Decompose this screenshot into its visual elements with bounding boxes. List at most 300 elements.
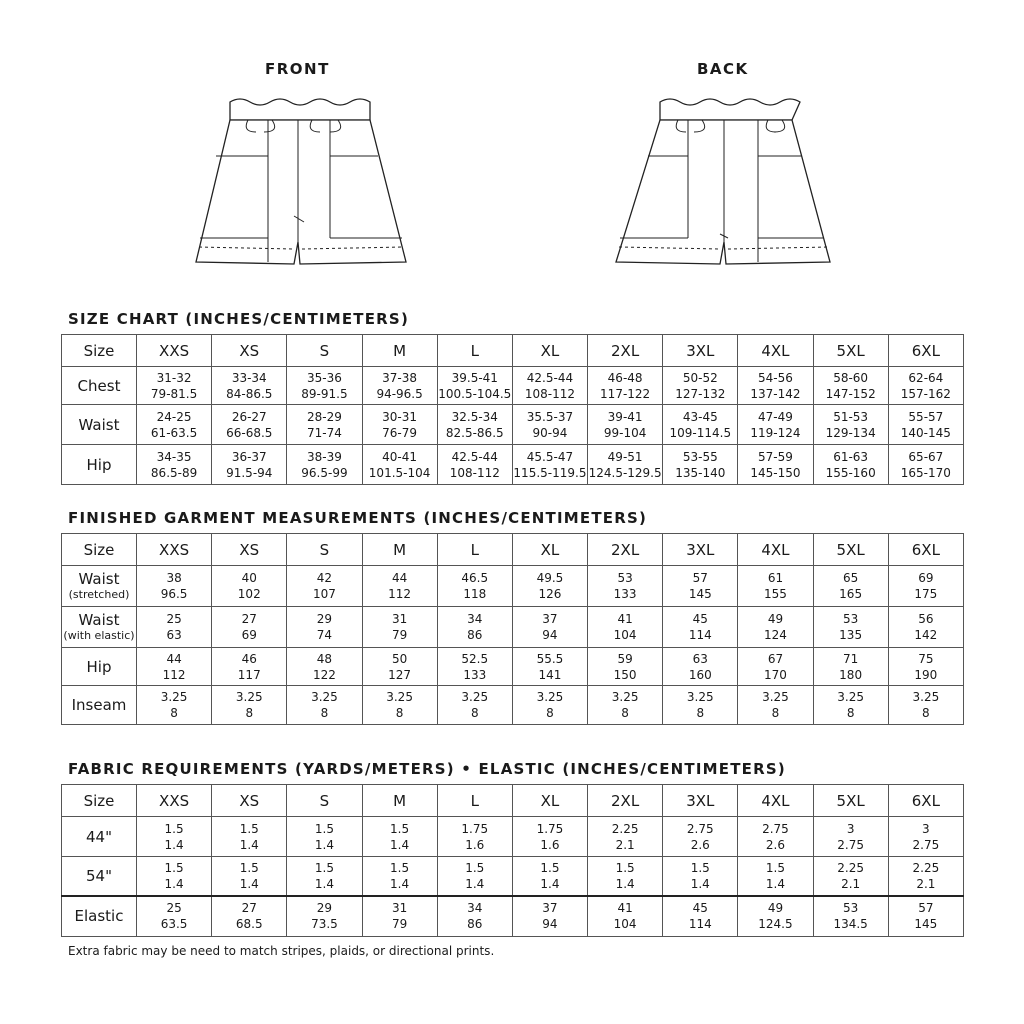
value-inches: 62-64 (908, 370, 944, 385)
value-inches: 39-41 (607, 409, 643, 424)
table-cell (888, 896, 963, 937)
table-cell (137, 607, 212, 648)
table-cell (738, 566, 813, 607)
value-inches: 32.5-34 (451, 409, 498, 424)
table-cell (287, 405, 362, 445)
value-inches: 49-51 (607, 449, 643, 464)
value-inches: 49.5 (536, 571, 564, 585)
size-header-m: M (362, 785, 437, 817)
value-metric: 124.5-129.5 (588, 465, 662, 480)
value-inches: 42 (316, 571, 333, 585)
value-metric: 8 (245, 706, 254, 720)
table-cell (813, 566, 888, 607)
size-header-xl: XL (512, 335, 587, 367)
table-cell (588, 896, 663, 937)
table-cell (738, 686, 813, 725)
value-metric: 8 (170, 706, 178, 720)
table-cell (888, 566, 963, 607)
value-inches: 35.5-37 (526, 409, 574, 424)
value-inches: 59 (617, 651, 633, 666)
value-inches: 2.25 (611, 821, 639, 836)
table-cell (888, 648, 963, 686)
value-inches: 43-45 (682, 409, 718, 424)
table-cell (888, 817, 963, 857)
value-metric: 124 (764, 628, 787, 642)
table-cell (137, 686, 212, 725)
size-header-m: M (362, 335, 437, 367)
table-cell (212, 405, 287, 445)
value-inches: 57-59 (758, 449, 793, 464)
row-label (62, 566, 137, 607)
value-metric: 1.4 (615, 876, 635, 891)
value-metric: 165 (839, 587, 863, 601)
table-cell (362, 445, 437, 485)
table-cell (362, 367, 437, 405)
size-header-xs: XS (212, 785, 287, 817)
table-cell (663, 896, 738, 937)
value-inches: 1.5 (314, 860, 334, 875)
table-cell (437, 445, 512, 485)
size-header-xxs: XXS (137, 785, 212, 817)
value-inches: 3.25 (160, 690, 188, 704)
value-inches: 46 (241, 651, 257, 666)
table-row (62, 686, 964, 725)
table-cell (588, 566, 663, 607)
table-cell (588, 367, 663, 405)
value-inches: 49 (767, 901, 784, 916)
table-cell (287, 896, 362, 937)
size-header-l: L (437, 534, 512, 566)
value-inches: 63 (692, 651, 708, 666)
table-cell (738, 857, 813, 896)
table-row (62, 817, 964, 857)
value-inches: 3.25 (611, 690, 639, 704)
value-metric: 145-150 (750, 465, 801, 480)
value-inches: 58-60 (833, 370, 869, 385)
size-header-3xl: 3XL (663, 534, 738, 566)
value-metric: 1.4 (540, 876, 560, 891)
size-header-5xl: 5XL (813, 785, 888, 817)
table-cell (362, 566, 437, 607)
table-cell (663, 445, 738, 485)
size-header-6xl: 6XL (888, 785, 963, 817)
value-metric: 155-160 (825, 465, 876, 480)
value-metric: 133 (613, 587, 637, 601)
value-inches: 29 (316, 612, 333, 626)
table-cell (512, 896, 587, 937)
table-cell (362, 857, 437, 896)
value-metric: 127 (388, 667, 412, 682)
value-metric: 86 (467, 628, 483, 642)
table-cell (137, 817, 212, 857)
size-header-l: L (437, 335, 512, 367)
table-cell (663, 405, 738, 445)
value-inches: 50-52 (682, 370, 718, 385)
value-metric: 165-170 (900, 465, 951, 480)
value-inches: 55.5 (536, 651, 564, 666)
table-cell (212, 817, 287, 857)
size-header-2xl: 2XL (588, 534, 663, 566)
value-metric: 114 (688, 917, 712, 932)
size-header-xxs: XXS (137, 534, 212, 566)
value-metric: 2.75 (912, 837, 940, 852)
value-metric: 89-91.5 (301, 386, 348, 401)
row-label-main: Hip (86, 455, 112, 474)
row-label-main: Waist (78, 570, 120, 588)
value-inches: 34-35 (156, 449, 192, 464)
table-cell (287, 648, 362, 686)
value-metric: 73.5 (311, 917, 338, 932)
table-cell (212, 367, 287, 405)
value-metric: 117-122 (600, 386, 651, 401)
value-inches: 61 (767, 571, 784, 585)
table-cell (663, 817, 738, 857)
value-metric: 145 (688, 587, 712, 601)
value-metric: 86.5-89 (150, 465, 198, 480)
value-inches: 34 (467, 612, 483, 626)
value-inches: 65-67 (908, 449, 944, 464)
value-metric: 175 (914, 587, 938, 601)
value-metric: 140-145 (900, 425, 951, 440)
table-cell (813, 857, 888, 896)
size-header-2xl: 2XL (588, 785, 663, 817)
value-metric: 91.5-94 (226, 465, 273, 480)
size-header-6xl: 6XL (888, 534, 963, 566)
value-metric: 2.6 (690, 837, 710, 852)
value-metric: 134.5 (833, 917, 868, 932)
table-cell (512, 648, 587, 686)
value-inches: 54-56 (758, 370, 793, 385)
value-metric: 145 (914, 917, 938, 932)
value-metric: 1.4 (314, 837, 334, 852)
table-cell (588, 857, 663, 896)
value-metric: 94 (542, 917, 558, 932)
value-inches: 30-31 (382, 409, 418, 424)
value-metric: 8 (846, 706, 855, 720)
size-header-5xl: 5XL (813, 534, 888, 566)
value-metric: 63.5 (160, 917, 188, 932)
fabric-requirements-table (61, 784, 964, 937)
value-metric: 2.6 (765, 837, 785, 852)
value-inches: 25 (166, 901, 182, 916)
value-inches: 69 (918, 571, 934, 585)
value-metric: 190 (914, 667, 938, 682)
table-cell (512, 857, 587, 896)
value-inches: 27 (241, 901, 257, 916)
table-row (62, 445, 964, 485)
value-metric: 69 (241, 628, 257, 642)
value-inches: 53 (842, 612, 859, 626)
value-metric: 147-152 (825, 386, 876, 401)
table-cell (738, 405, 813, 445)
row-label-main: Waist (78, 611, 120, 629)
value-inches: 53 (842, 901, 859, 916)
table-cell (888, 857, 963, 896)
table-cell (813, 896, 888, 937)
value-inches: 2.75 (762, 821, 789, 836)
value-metric: 117 (237, 667, 261, 682)
value-inches: 1.5 (540, 860, 560, 875)
value-metric: 94-96.5 (376, 386, 423, 401)
table-cell (212, 607, 287, 648)
table-row (62, 857, 964, 896)
size-header-m: M (362, 534, 437, 566)
table-cell (287, 566, 362, 607)
value-metric: 129-134 (825, 425, 876, 440)
value-metric: 112 (388, 587, 412, 601)
value-inches: 61-63 (833, 449, 869, 464)
value-metric: 150 (613, 667, 637, 682)
row-label-sub: (with elastic) (63, 629, 135, 642)
value-inches: 65 (842, 571, 859, 585)
row-label-sub: (stretched) (68, 588, 130, 601)
table-cell (437, 857, 512, 896)
value-metric: 8 (696, 706, 705, 720)
value-metric: 104 (613, 917, 637, 932)
table-cell (663, 607, 738, 648)
value-metric: 1.4 (690, 876, 710, 891)
value-metric: 68.5 (235, 917, 263, 932)
value-inches: 3.25 (837, 690, 864, 704)
table-cell (588, 445, 663, 485)
table-cell (813, 817, 888, 857)
size-header-l: L (437, 785, 512, 817)
value-inches: 31-32 (156, 370, 192, 385)
value-inches: 35-36 (306, 370, 342, 385)
table-cell (813, 607, 888, 648)
table-cell (588, 648, 663, 686)
table-cell (137, 896, 212, 937)
value-inches: 3.25 (386, 690, 413, 704)
value-inches: 37 (542, 901, 558, 916)
value-inches: 1.5 (765, 860, 785, 875)
value-inches: 1.5 (239, 860, 259, 875)
value-inches: 49 (767, 612, 784, 626)
row-label (62, 405, 137, 445)
finished-measurements-table (61, 533, 964, 725)
value-metric: 2.75 (837, 837, 864, 852)
value-metric: 1.4 (390, 876, 410, 891)
back-view-label: BACK (697, 60, 749, 78)
value-metric: 86 (467, 917, 483, 932)
value-metric: 160 (688, 667, 712, 682)
fabric-requirements-title: FABRIC REQUIREMENTS (YARDS/METERS) • ELASTIC (INCHES/CENTIMETERS) (68, 760, 786, 778)
table-cell (137, 367, 212, 405)
size-header-s: S (287, 785, 362, 817)
row-label (62, 896, 137, 937)
value-metric: 170 (764, 667, 787, 682)
value-metric: 79 (391, 917, 408, 932)
table-cell (738, 817, 813, 857)
value-inches: 42.5-44 (526, 370, 574, 385)
value-metric: 1.4 (164, 837, 184, 852)
size-chart-title: SIZE CHART (INCHES/CENTIMETERS) (68, 310, 409, 328)
table-cell (212, 686, 287, 725)
value-metric: 8 (922, 706, 930, 720)
value-inches: 27 (241, 612, 257, 626)
table-cell (663, 566, 738, 607)
value-metric: 1.4 (314, 876, 334, 891)
table-cell (512, 367, 587, 405)
row-label-main: Inseam (71, 696, 127, 714)
table-cell (287, 445, 362, 485)
value-metric: 118 (463, 587, 487, 601)
value-metric: 94 (542, 628, 558, 642)
value-metric: 79-81.5 (150, 386, 198, 401)
value-metric: 109-114.5 (669, 425, 732, 440)
value-metric: 124.5 (758, 917, 793, 932)
value-metric: 133 (463, 667, 487, 682)
row-label (62, 367, 137, 405)
value-inches: 45 (692, 612, 708, 626)
value-inches: 31 (391, 901, 408, 916)
table-cell (813, 648, 888, 686)
value-inches: 29 (316, 901, 333, 916)
table-cell (813, 445, 888, 485)
table-cell (137, 445, 212, 485)
value-inches: 3.25 (311, 690, 338, 704)
value-inches: 1.5 (314, 821, 334, 836)
value-inches: 1.5 (465, 860, 485, 875)
value-inches: 56 (918, 612, 934, 626)
value-metric: 96.5-99 (301, 465, 348, 480)
value-inches: 2.25 (912, 860, 940, 875)
value-metric: 8 (621, 706, 629, 720)
value-metric: 8 (771, 706, 780, 720)
value-metric: 99-104 (603, 425, 647, 440)
table-cell (362, 648, 437, 686)
row-label (62, 445, 137, 485)
value-inches: 3.25 (536, 690, 564, 704)
row-label (62, 648, 137, 686)
table-cell (137, 405, 212, 445)
value-metric: 1.6 (540, 837, 560, 852)
value-metric: 126 (538, 587, 562, 601)
value-inches: 25 (166, 612, 182, 626)
value-metric: 1.4 (239, 876, 259, 891)
value-metric: 127-132 (675, 386, 726, 401)
value-metric: 2.1 (916, 876, 936, 891)
size-header-s: S (287, 534, 362, 566)
size-header-label: Size (62, 335, 137, 367)
value-metric: 119-124 (750, 425, 801, 440)
value-inches: 55-57 (908, 409, 944, 424)
table-cell (362, 896, 437, 937)
table-cell (437, 896, 512, 937)
value-inches: 1.5 (164, 860, 184, 875)
size-header-5xl: 5XL (813, 335, 888, 367)
table-cell (437, 566, 512, 607)
value-inches: 1.5 (690, 860, 710, 875)
table-cell (588, 607, 663, 648)
row-label-main: Waist (78, 415, 120, 434)
value-metric: 8 (320, 706, 329, 720)
size-header-s: S (287, 335, 362, 367)
front-view-label: FRONT (265, 60, 330, 78)
table-cell (888, 607, 963, 648)
row-label (62, 857, 137, 896)
size-header-xs: XS (212, 335, 287, 367)
value-metric: 1.4 (164, 876, 184, 891)
table-cell (437, 607, 512, 648)
table-cell (437, 648, 512, 686)
value-metric: 104 (613, 628, 637, 642)
table-cell (287, 686, 362, 725)
value-inches: 33-34 (231, 370, 267, 385)
value-metric: 107 (312, 587, 336, 601)
value-inches: 1.5 (390, 821, 410, 836)
value-metric: 155 (764, 587, 787, 601)
size-header-3xl: 3XL (663, 335, 738, 367)
value-metric: 2.1 (841, 876, 861, 891)
table-cell (888, 367, 963, 405)
value-inches: 48 (316, 651, 333, 666)
value-inches: 44 (166, 651, 182, 666)
table-row (62, 405, 964, 445)
table-cell (813, 686, 888, 725)
value-inches: 50 (391, 651, 408, 666)
value-inches: 1.75 (461, 821, 489, 836)
size-header-4xl: 4XL (738, 335, 813, 367)
table-cell (813, 405, 888, 445)
size-header-3xl: 3XL (663, 785, 738, 817)
table-cell (663, 367, 738, 405)
value-inches: 37 (542, 612, 558, 626)
table-cell (512, 566, 587, 607)
table-cell (437, 817, 512, 857)
table-cell (888, 445, 963, 485)
size-header-label: Size (62, 785, 137, 817)
value-inches: 46-48 (607, 370, 643, 385)
table-cell (137, 566, 212, 607)
row-label-main: Elastic (74, 907, 124, 926)
table-cell (512, 686, 587, 725)
value-metric: 142 (914, 628, 938, 642)
value-metric: 135 (839, 628, 863, 642)
value-metric: 96.5 (160, 587, 188, 601)
value-inches: 57 (692, 571, 708, 585)
table-cell (663, 686, 738, 725)
value-metric: 79 (391, 628, 408, 642)
table-cell (813, 367, 888, 405)
value-inches: 51-53 (833, 409, 869, 424)
table-cell (212, 566, 287, 607)
value-inches: 38-39 (306, 449, 342, 464)
size-header-label: Size (62, 534, 137, 566)
value-inches: 45.5-47 (526, 449, 574, 464)
size-header-xxs: XXS (137, 335, 212, 367)
value-inches: 3.25 (461, 690, 489, 704)
table-cell (437, 686, 512, 725)
table-cell (512, 405, 587, 445)
table-cell (738, 607, 813, 648)
value-inches: 31 (391, 612, 408, 626)
value-inches: 1.75 (536, 821, 564, 836)
value-metric: 1.4 (239, 837, 259, 852)
value-metric: 1.4 (465, 876, 485, 891)
value-inches: 71 (842, 651, 859, 666)
value-inches: 3 (846, 821, 855, 836)
value-inches: 44 (391, 571, 408, 585)
value-inches: 1.5 (390, 860, 410, 875)
value-metric: 74 (316, 628, 333, 642)
value-inches: 42.5-44 (451, 449, 498, 464)
value-metric: 135-140 (675, 465, 726, 480)
size-header-2xl: 2XL (588, 335, 663, 367)
value-inches: 41 (617, 612, 633, 626)
value-metric: 180 (839, 667, 863, 682)
value-inches: 46.5 (461, 571, 489, 585)
